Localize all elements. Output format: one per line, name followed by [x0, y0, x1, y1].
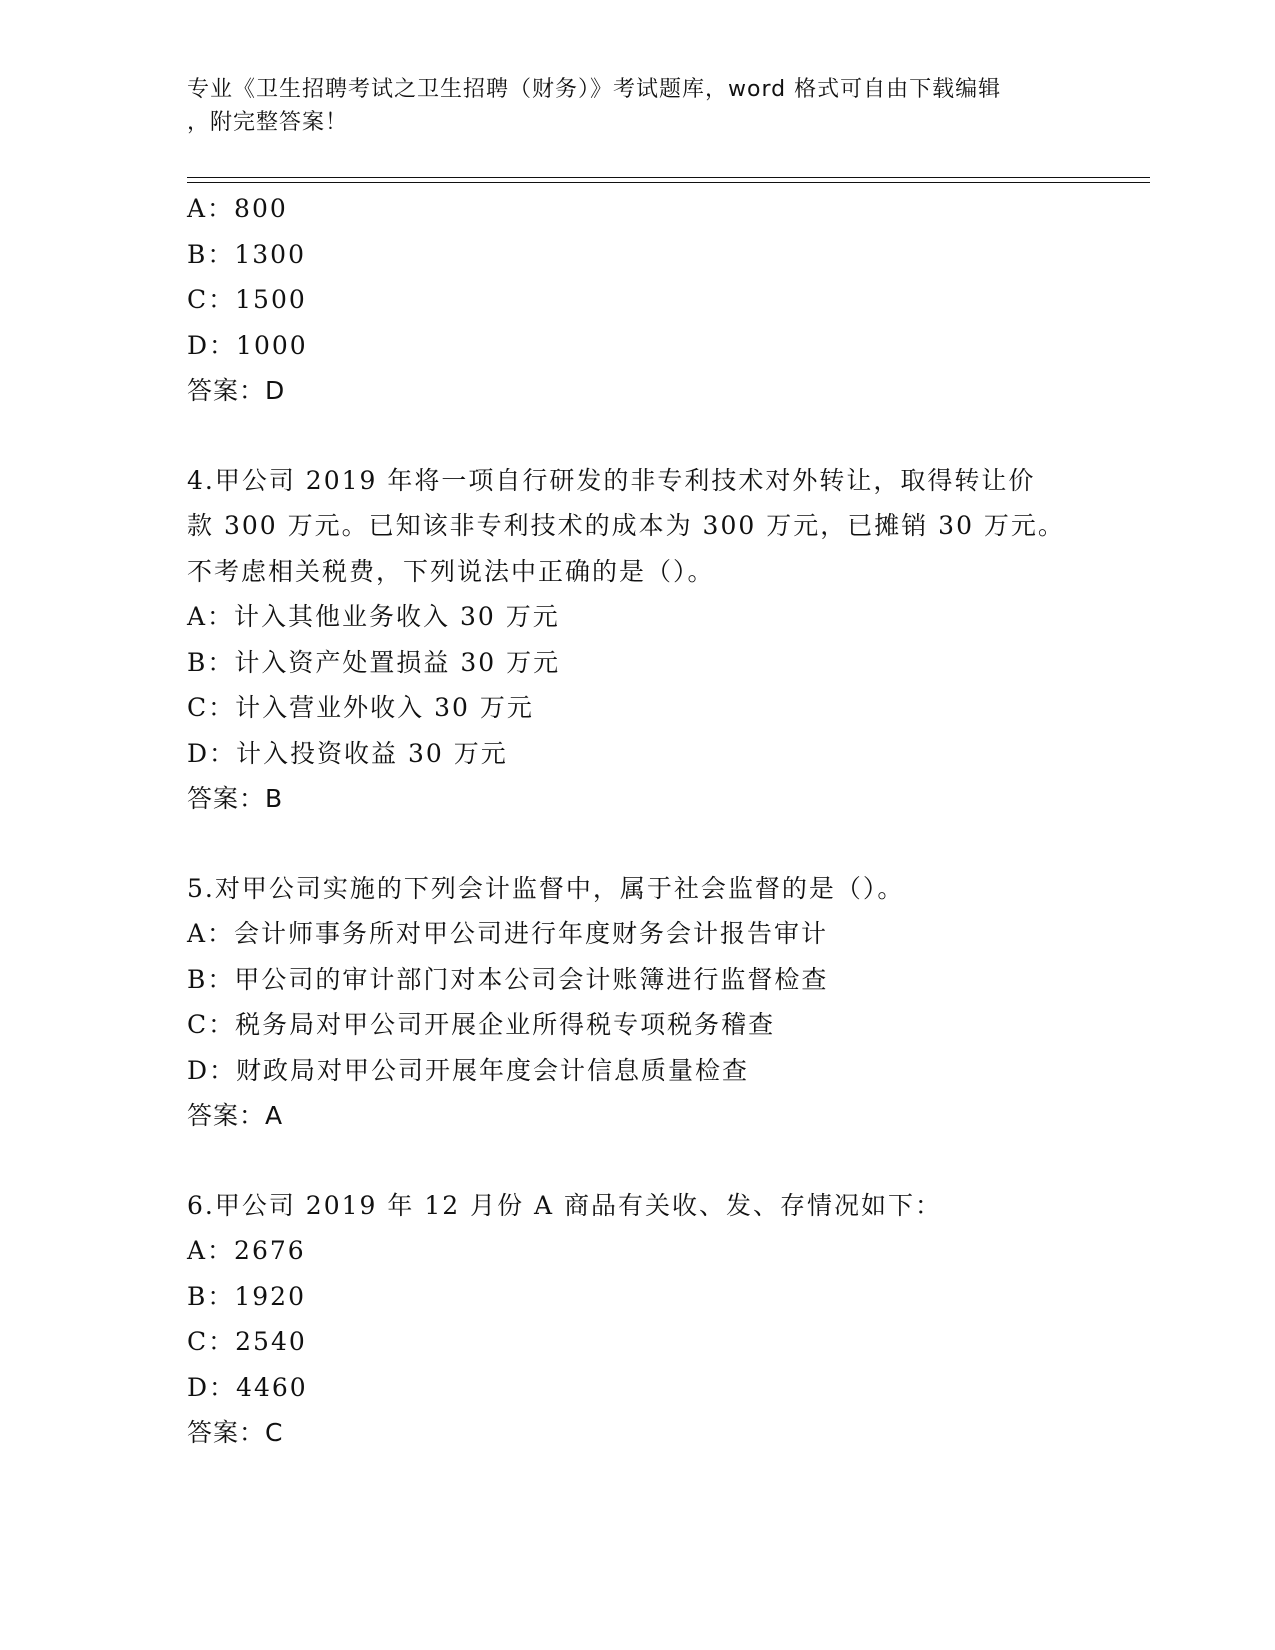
spacer — [187, 414, 1150, 458]
answer-line: 答案：D — [187, 376, 286, 405]
question-list — [187, 186, 1150, 1456]
option-d: D：财政局对甲公司开展年度会计信息质量检查 — [187, 1055, 750, 1085]
header-line-2: ，附完整答案！ — [187, 110, 349, 135]
option-c: C：2540 — [187, 1327, 307, 1356]
option-a: A：800 — [187, 194, 288, 223]
option-a: A：会计师事务所对甲公司进行年度财务会计报告审计 — [187, 919, 829, 948]
option-a: A：计入其他业务收入 30 万元 — [187, 602, 560, 631]
question-stem-line: 5.对甲公司实施的下列会计监督中，属于社会监督的是（）。 — [187, 873, 905, 903]
question-6 — [187, 1183, 1150, 1456]
option-c: C：1500 — [187, 285, 307, 314]
option-b: B：1920 — [187, 1281, 306, 1311]
answer-line: 答案：B — [187, 784, 284, 813]
spacer — [187, 1139, 1150, 1183]
question-3 — [187, 186, 1150, 414]
option-c: C：计入营业外收入 30 万元 — [187, 693, 534, 722]
question-5 — [187, 866, 1150, 1139]
option-d: D：计入投资收益 30 万元 — [187, 738, 508, 768]
header-rule-bottom — [187, 182, 1150, 183]
header-line-1: 专业《卫生招聘考试之卫生招聘（财务）》考试题库，word 格式可自由下载编辑 — [187, 77, 1002, 102]
spacer — [187, 822, 1150, 866]
question-4 — [187, 458, 1150, 822]
answer-line: 答案：C — [187, 1418, 284, 1447]
question-stem-line: 款 300 万元。已知该非专利技术的成本为 300 万元，已摊销 30 万元。 — [187, 511, 1065, 540]
option-b: B：甲公司的审计部门对本公司会计账簿进行监督检查 — [187, 964, 829, 994]
option-d: D：1000 — [187, 330, 308, 360]
option-a: A：2676 — [187, 1236, 306, 1265]
header-rule-top — [187, 177, 1150, 178]
question-stem-line: 4.甲公司 2019 年将一项自行研发的非专利技术对外转让，取得转让价 — [187, 465, 1036, 495]
option-c: C：税务局对甲公司开展企业所得税专项税务稽查 — [187, 1010, 776, 1039]
question-stem-line: 不考虑相关税费，下列说法中正确的是（）。 — [187, 556, 715, 586]
option-b: B：1300 — [187, 239, 306, 269]
option-d: D：4460 — [187, 1372, 308, 1402]
answer-line: 答案：A — [187, 1101, 284, 1130]
option-b: B：计入资产处置损益 30 万元 — [187, 647, 561, 677]
document-header — [187, 73, 1067, 139]
question-stem-line: 6.甲公司 2019 年 12 月份 A 商品有关收、发、存情况如下： — [187, 1190, 943, 1220]
